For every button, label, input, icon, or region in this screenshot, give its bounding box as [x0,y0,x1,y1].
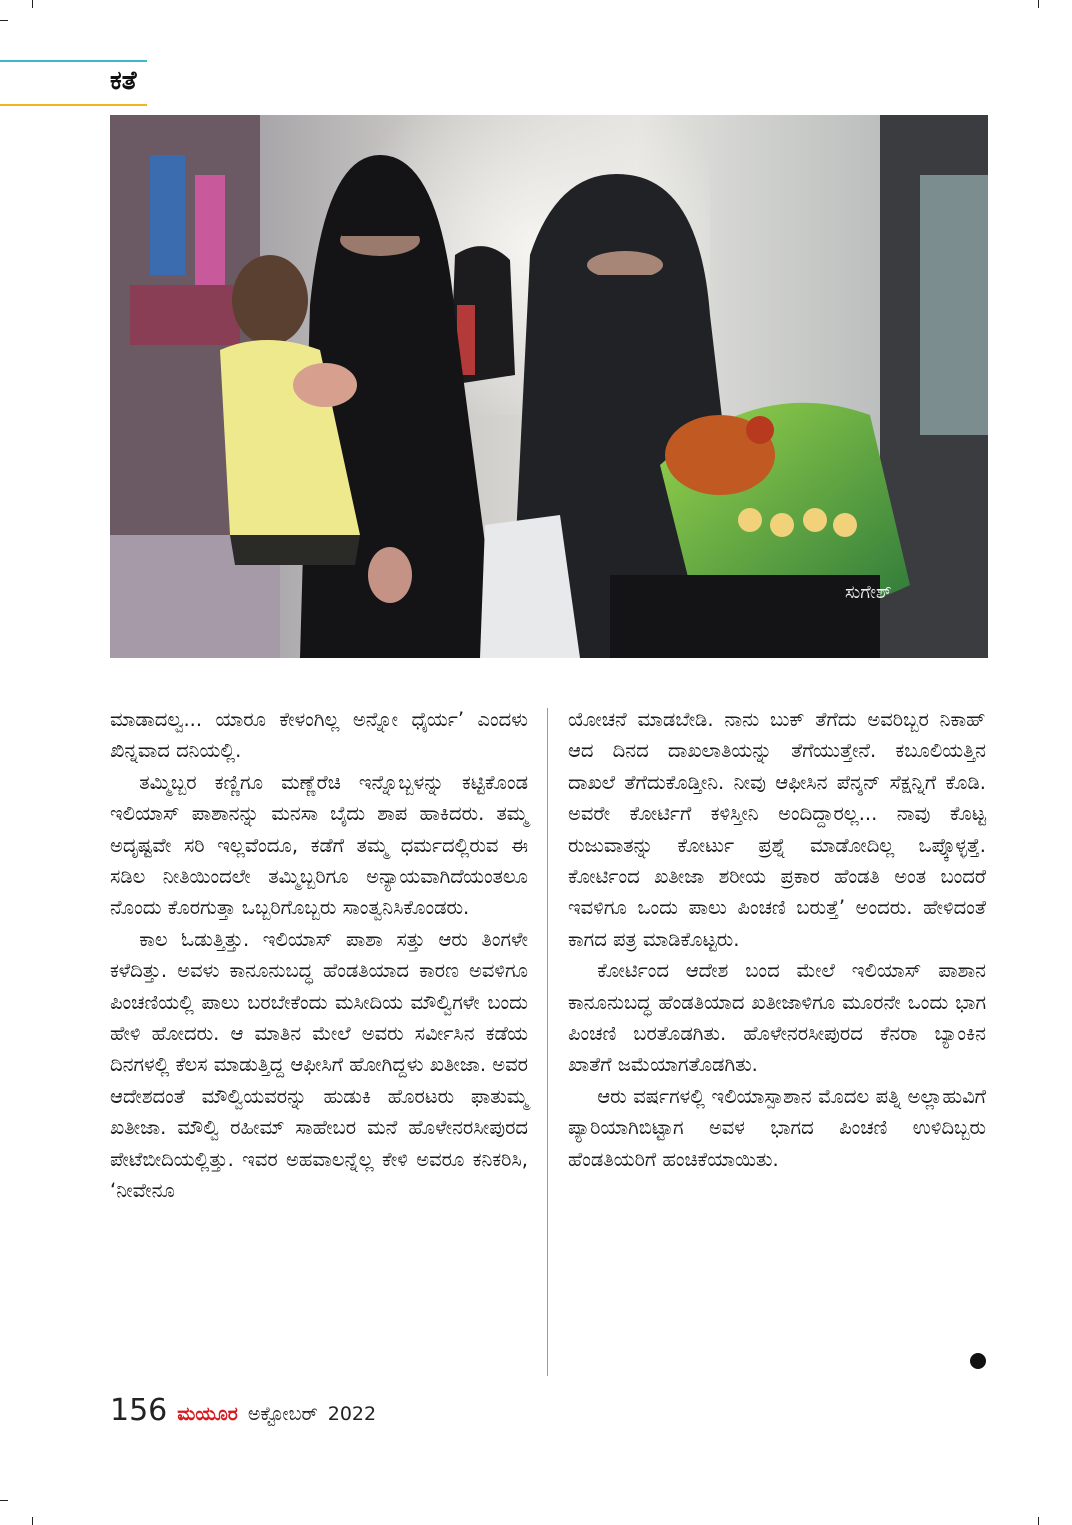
text-column-left [110,704,528,1207]
text-column-right [568,704,986,1175]
paragraph: ಮಾಡಾದಲ್ವ... ಯಾರೂ ಕೇಳಂಗಿಲ್ಲ ಅನ್ನೋ ಧೈರ್ಯ’ ಎಂದಳು ಖಿನ್ನವಾದ ದನಿಯಲ್ಲಿ. [110,708,528,763]
paragraph: ತಮ್ಮಿಬ್ಬರ ಕಣ್ಣಿಗೂ ಮಣ್ಣೆರೆಚಿ ಇನ್ನೊಬ್ಬಳನ್ನು ಕಟ್ಟಿಕೊಂಡ ಇಲಿಯಾಸ್ ಪಾಶಾನನ್ನು ಮನಸಾ ಬೈದು ಶಾಪ ಹಾಕಿದರು. ತಮ್ಮ ಅದೃಷ್ಟವೇ ಸರಿ ಇಲ್ಲವೆಂದೂ, ಕಡೆಗೆ ತಮ್ಮ ಧರ್ಮದಲ್ಲಿರುವ ಈ ಸಡಿಲ ನೀತಿಯಿಂದಲೇ ತಮ್ಮಿಬ್ಬರಿಗೂ ಅನ್ಯಾಯವಾಗಿದೆಯಂತಲೂ ನೊಂದು ಕೊರಗುತ್ತಾ ಒಬ್ಬರಿಗೊಬ್ಬರು ಸಾಂತ್ವನಿಸಿಕೊಂಡರು. [110,770,528,920]
header-rule-cyan [0,60,147,62]
artist-signature: ಸುಗೇಶ್ [845,582,892,603]
illustration-painting [110,115,988,658]
page-footer [110,1393,376,1428]
paragraph: ಆರು ವರ್ಷಗಳಲ್ಲಿ ಇಲಿಯಾಸ್ಪಾಶಾನ ಮೊದಲ ಪತ್ನಿ ಅಲ್ಲಾಹುವಿಗೆ ಪ್ಯಾರಿಯಾಗಿಬಿಟ್ಟಾಗ ಅವಳ ಭಾಗದ ಪಿಂಚಣಿ ಉಳಿದಿಬ್ಬರು ಹೆಂಡತಿಯರಿಗೆ ಹಂಚಿಕೆಯಾಯಿತು. [568,1084,986,1171]
page-number: 156 [110,1393,168,1428]
crop-mark-left-upper [0,20,8,21]
crop-mark-bottom-left [32,1517,33,1525]
crop-mark-bottom-right [1038,1517,1039,1525]
column-divider [547,708,548,1376]
magazine-name: ಮಯೂರ [177,1403,238,1425]
paragraph: ಕೋರ್ಟಿಂದ ಆದೇಶ ಬಂದ ಮೇಲೆ ಇಲಿಯಾಸ್ ಪಾಶಾನ ಕಾನೂನುಬದ್ಧ ಹೆಂಡತಿಯಾದ ಖತೀಜಾಳಿಗೂ ಮೂರನೇ ಒಂದು ಭಾಗ ಪಿಂಚಣಿ ಬರತೊಡಗಿತು. ಹೊಳೇನರಸೀಪುರದ ಕೆನರಾ ಬ್ಯಾಂಕಿನ ಖಾತೆಗೆ ಜಮೆಯಾಗತೊಡಗಿತು. [568,959,986,1077]
story-illustration [110,115,988,658]
story-end-mark [970,1353,986,1369]
paragraph: ಕಾಲ ಓಡುತ್ತಿತ್ತು. ಇಲಿಯಾಸ್ ಪಾಶಾ ಸತ್ತು ಆರು ತಿಂಗಳೇ ಕಳೆದಿತ್ತು. ಅವಳು ಕಾನೂನುಬದ್ಧ ಹೆಂಡತಿಯಾದ ಕಾರಣ ಅವಳಿಗೂ ಪಿಂಚಣಿಯಲ್ಲಿ ಪಾಲು ಬರಬೇಕೆಂದು ಮಸೀದಿಯ ಮೌಲ್ವಿಗಳೇ ಬಂದು ಹೇಳಿ ಹೋದರು. ಆ ಮಾತಿನ ಮೇಲೆ ಅವರು ಸರ್ವೀಸಿನ ಕಡೆಯ ದಿನಗಳಲ್ಲಿ ಕೆಲಸ ಮಾಡುತ್ತಿದ್ದ ಆಫೀಸಿಗೆ ಹೋಗಿದ್ದಳು ಖತೀಜಾ. ಅವರ ಆದೇಶದಂತೆ ಮೌಲ್ವಿಯವರನ್ನು ಹುಡುಕಿ ಹೊರಟರು ಫಾತುಮ್ಮ ಖತೀಜಾ. ಮೌಲ್ವಿ ರಹೀಮ್ ಸಾಹೇಬರ ಮನೆ ಹೊಳೇನರಸೀಪುರದ ಪೇಟೆಬೀದಿಯಲ್ಲಿತ್ತು. ಇವರ ಅಹವಾಲನ್ನೆಲ್ಲ ಕೇಳಿ ಅವರೂ ಕನಿಕರಿಸಿ, ‘ನೀವೇನೂ [110,927,528,1203]
crop-mark-top-right [1038,0,1039,8]
crop-mark-top-left [32,0,33,8]
issue-month: ಅಕ್ಟೋಬರ್ [247,1403,318,1425]
crop-mark-left-lower [0,1500,8,1501]
section-title: ಕತೆ [110,66,137,96]
issue-year: 2022 [327,1403,377,1425]
header-rule-gold [0,104,147,106]
paragraph: ಯೋಚನೆ ಮಾಡಬೇಡಿ. ನಾನು ಬುಕ್ ತೆಗೆದು ಅವರಿಬ್ಬರ ನಿಕಾಹ್ ಆದ ದಿನದ ದಾಖಲಾತಿಯನ್ನು ತೆಗೆಯುತ್ತೇನೆ. ಕಬೂಲಿಯತ್ತಿನ ದಾಖಲೆ ತೆಗೆದುಕೊಡ್ತೀನಿ. ನೀವು ಆಫೀಸಿನ ಪೆನ್ಶನ್ ಸೆಕ್ಷನ್ನಿಗೆ ಕೊಡಿ. ಅವರೇ ಕೋರ್ಟಿಗೆ ಕಳಿಸ್ತೀನಿ ಅಂದಿದ್ದಾರಲ್ಲ... ನಾವು ಕೊಟ್ಟ ರುಜುವಾತನ್ನು ಕೋರ್ಟು ಪ್ರಶ್ನೆ ಮಾಡೋದಿಲ್ಲ ಒಪ್ಕೊಳ್ಳತ್ತೆ. ಕೋರ್ಟಿಂದ ಖತೀಜಾ ಶರೀಯ ಪ್ರಕಾರ ಹೆಂಡತಿ ಅಂತ ಬಂದರೆ ಇವಳಿಗೂ ಒಂದು ಪಾಲು ಪಿಂಚಣಿ ಬರುತ್ತೆ’ ಅಂದರು. ಹೇಳಿದಂತೆ ಕಾಗದ ಪತ್ರ ಮಾಡಿಕೊಟ್ಟರು. [568,708,986,951]
